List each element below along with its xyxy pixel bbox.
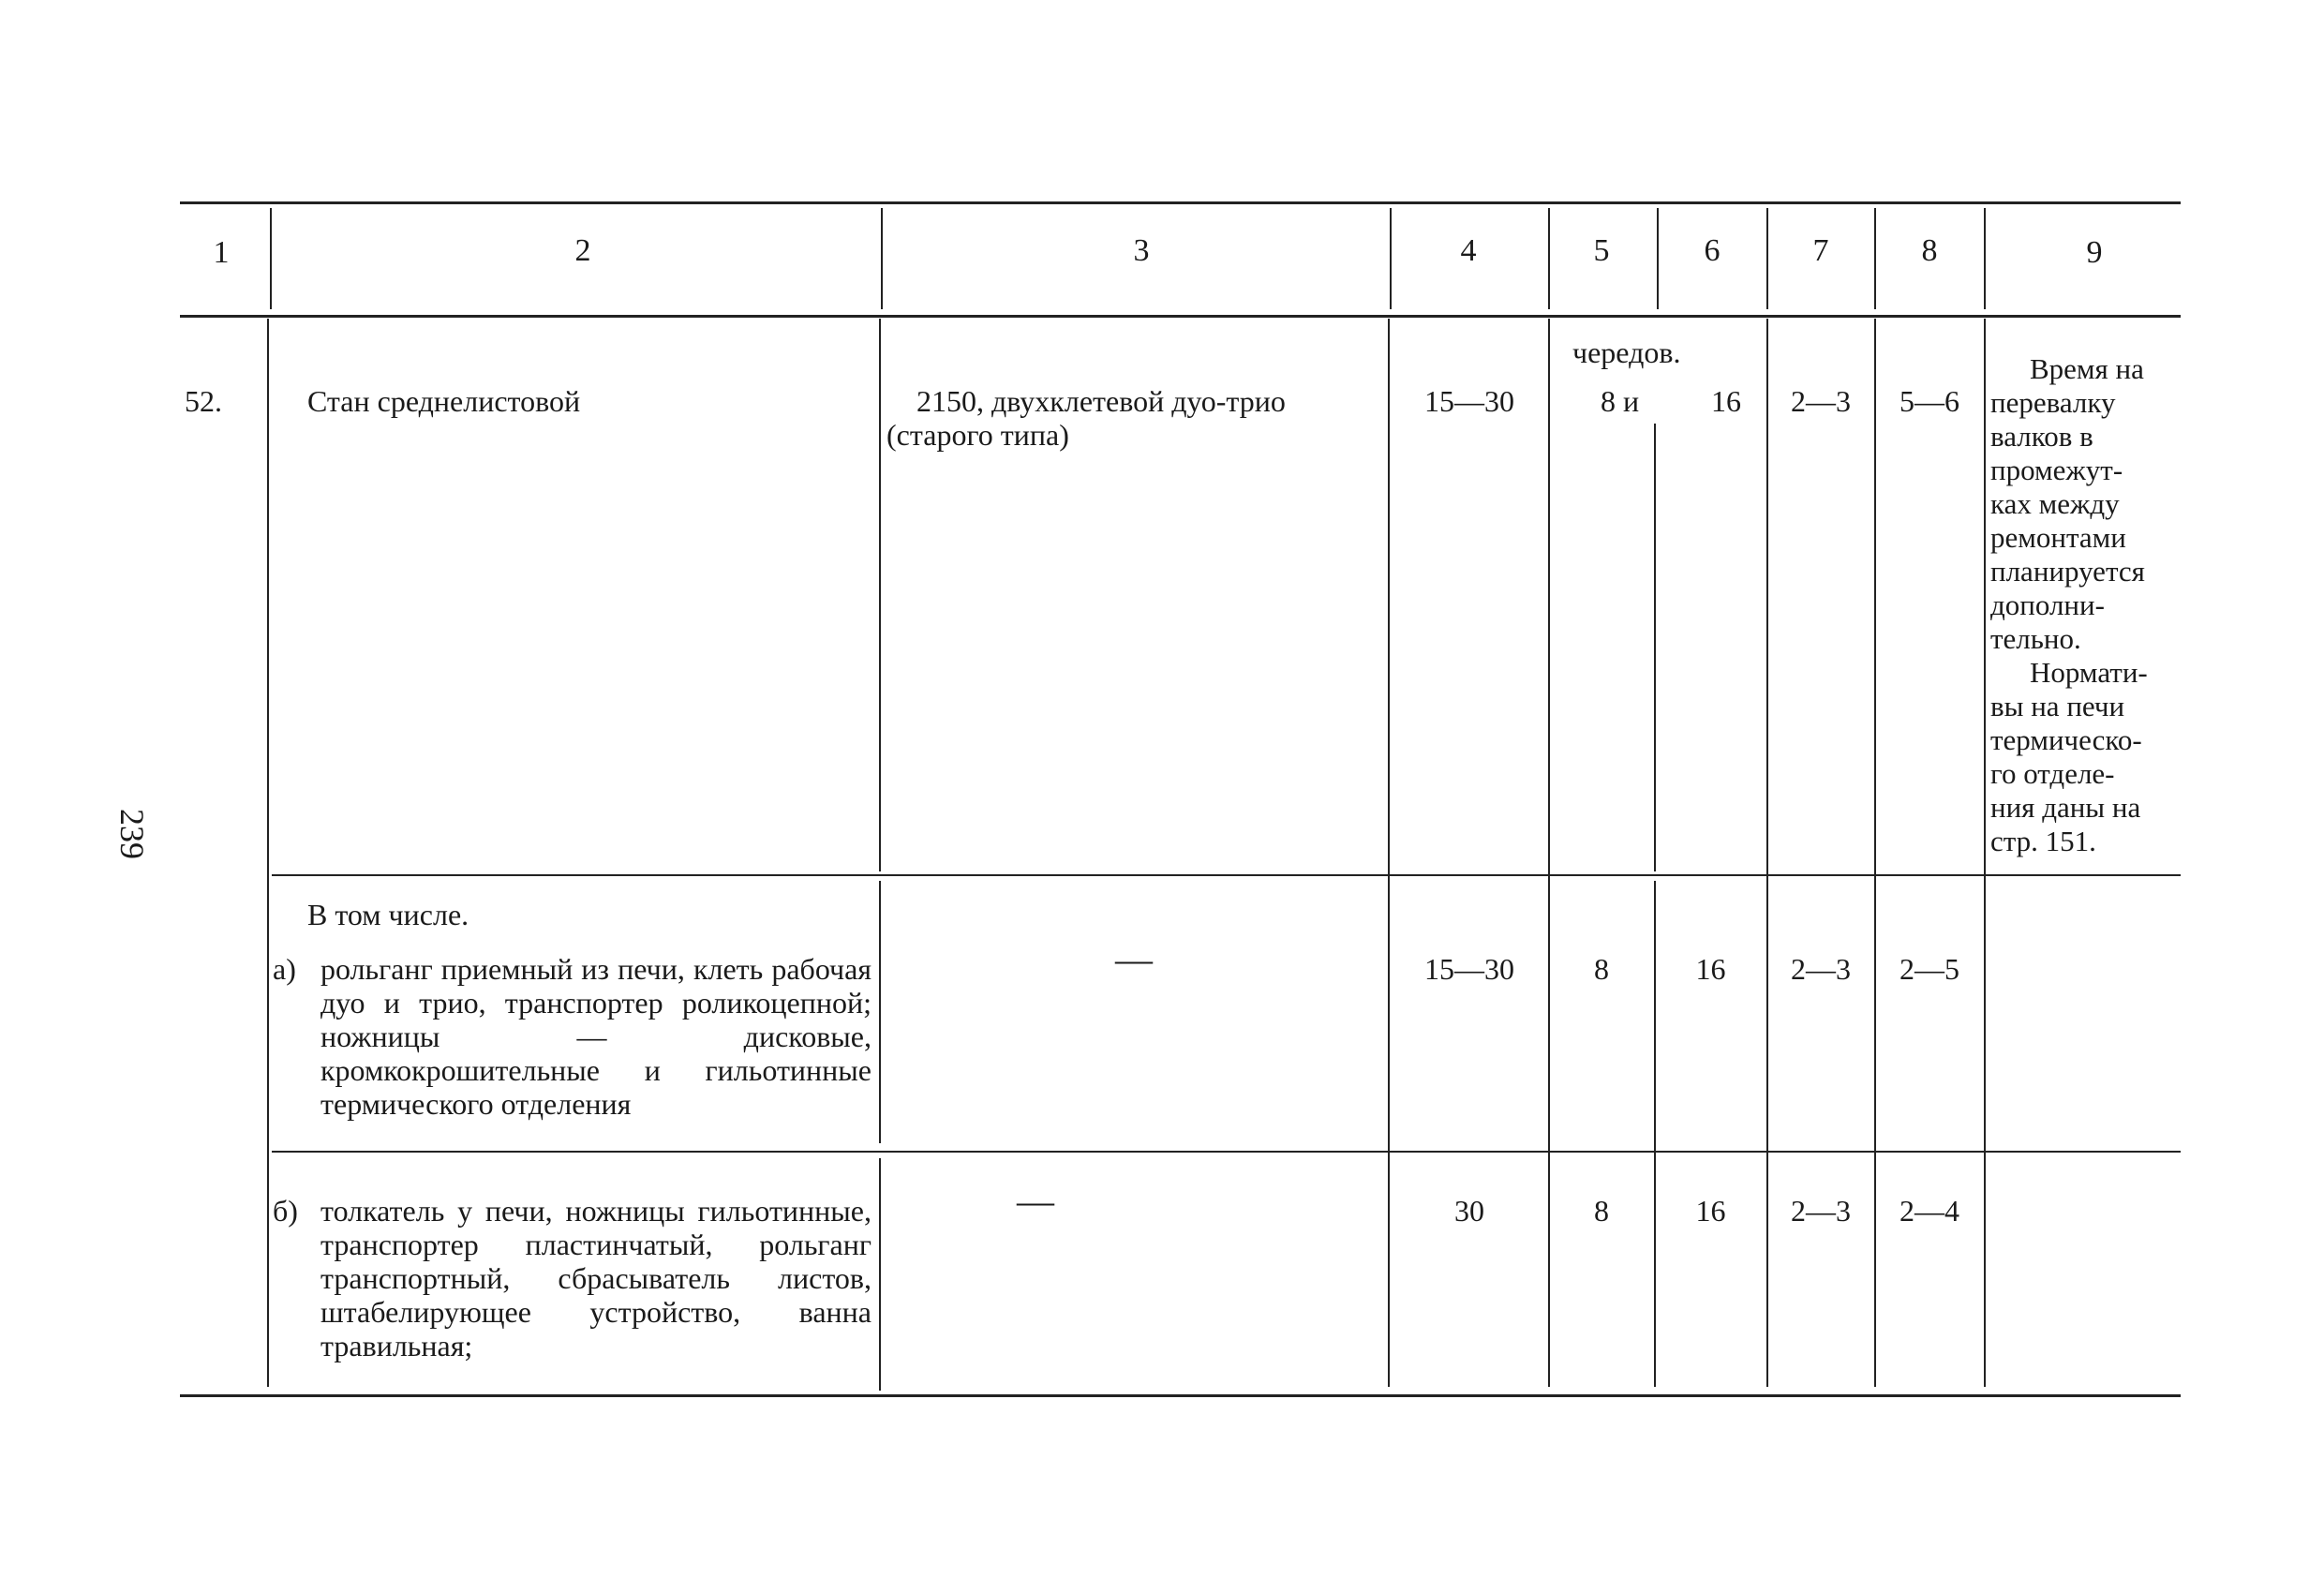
note-line: планируется <box>1990 555 2145 588</box>
note-line: промежут- <box>1990 454 2123 486</box>
header-bottom-rule <box>180 315 2181 318</box>
header-col-9: 9 <box>2086 235 2103 270</box>
row-52-name: Стан среднелистовой <box>307 384 581 418</box>
body-divider-7 <box>1874 319 1876 1387</box>
row-52-spec-line1: 2150, двухклетевой дуо-трио <box>916 384 1286 418</box>
row-a-col6: 16 <box>1695 952 1726 986</box>
row-52-note <box>1990 352 2187 858</box>
header-divider-7 <box>1874 208 1876 309</box>
body-divider-3 <box>1388 319 1390 1387</box>
row-52-col6: 16 <box>1711 384 1741 418</box>
note-line: ках между <box>1990 487 2120 520</box>
table-bottom-rule <box>180 1394 2181 1397</box>
header-divider-6 <box>1766 208 1768 309</box>
note-line: го отделе- <box>1990 757 2115 790</box>
row-a-col5: 8 <box>1594 952 1609 986</box>
header-col-4: 4 <box>1460 233 1477 268</box>
body-divider-8 <box>1984 319 1986 1387</box>
row-b-col4: 30 <box>1454 1194 1484 1228</box>
note-line: ния даны на <box>1990 791 2141 824</box>
row-b-text: толкатель у печи, ножницы гильотинные, транспортер пластинчатый, рольганг транспортный, сбрасыватель листов, штабелирующее устройство, ванна травильная; <box>320 1194 872 1362</box>
header-col-5: 5 <box>1593 233 1610 268</box>
header-col-2: 2 <box>574 233 591 268</box>
row-a-col4: 15—30 <box>1424 952 1514 986</box>
row-b-col6: 16 <box>1695 1194 1726 1228</box>
header-divider-3 <box>1390 208 1392 309</box>
row-a-bottom-rule <box>272 1151 2181 1153</box>
row-b-marker: б) <box>273 1194 298 1228</box>
body-divider-5-bottom <box>1654 881 1656 1387</box>
note-line: валков в <box>1990 420 2093 453</box>
row-52-col4: 15—30 <box>1424 384 1514 418</box>
header-col-8: 8 <box>1921 233 1938 268</box>
note-line: стр. 151. <box>1990 825 2096 857</box>
row-b-col8: 2—4 <box>1899 1194 1959 1228</box>
row-52-bottom-rule <box>272 874 2181 876</box>
row-a-col3: — <box>1115 938 1153 980</box>
header-col-6: 6 <box>1704 233 1721 268</box>
body-divider-2-rowa <box>879 881 881 1143</box>
header-col-1: 1 <box>213 235 230 270</box>
header-divider-2 <box>881 208 883 309</box>
body-divider-4 <box>1548 319 1550 1387</box>
note-line: ремонтами <box>1990 521 2126 554</box>
row-52-col5: 8 и <box>1601 384 1640 418</box>
row-52-spec-line2: (старого типа) <box>886 418 1069 452</box>
header-col-7: 7 <box>1812 233 1829 268</box>
row-a-col7: 2—3 <box>1791 952 1851 986</box>
body-divider-2-row52 <box>879 319 881 871</box>
header-divider-5 <box>1657 208 1659 309</box>
row-52-col5-6-header: чередов. <box>1572 335 1681 369</box>
row-a-marker: а) <box>273 952 296 986</box>
row-b-col5: 8 <box>1594 1194 1609 1228</box>
header-divider-4 <box>1548 208 1550 309</box>
row-52-number: 52. <box>185 384 222 418</box>
note-line: термическо- <box>1990 723 2142 756</box>
header-col-3: 3 <box>1133 233 1150 268</box>
header-divider-8 <box>1984 208 1986 309</box>
note-line: перевалку <box>1990 386 2116 419</box>
row-b-col3: — <box>1017 1180 1054 1222</box>
note-line: Нормати- <box>2030 656 2148 689</box>
table-top-rule <box>180 201 2181 204</box>
note-line: тельно. <box>1990 622 2081 655</box>
row-b-col7: 2—3 <box>1791 1194 1851 1228</box>
row-52-col8: 5—6 <box>1899 384 1959 418</box>
row-52-col7: 2—3 <box>1791 384 1851 418</box>
row-a-col8: 2—5 <box>1899 952 1959 986</box>
page-number: 239 <box>113 809 151 859</box>
header-divider-1 <box>270 208 272 309</box>
body-divider-1 <box>267 319 269 1387</box>
note-line: Время на <box>2030 352 2144 385</box>
including-label: В том числе. <box>307 898 469 931</box>
body-divider-6 <box>1766 319 1768 1387</box>
row-a-text: рольганг приемный из печи, клеть рабочая дуо и трио, транспортер роликоцепной; ножницы — дисковые, кромкокрошительные и гильотинные термического отделения <box>320 952 872 1121</box>
body-divider-5-top <box>1654 424 1656 871</box>
note-line: вы на печи <box>1990 690 2125 722</box>
note-line: дополни- <box>1990 588 2105 621</box>
